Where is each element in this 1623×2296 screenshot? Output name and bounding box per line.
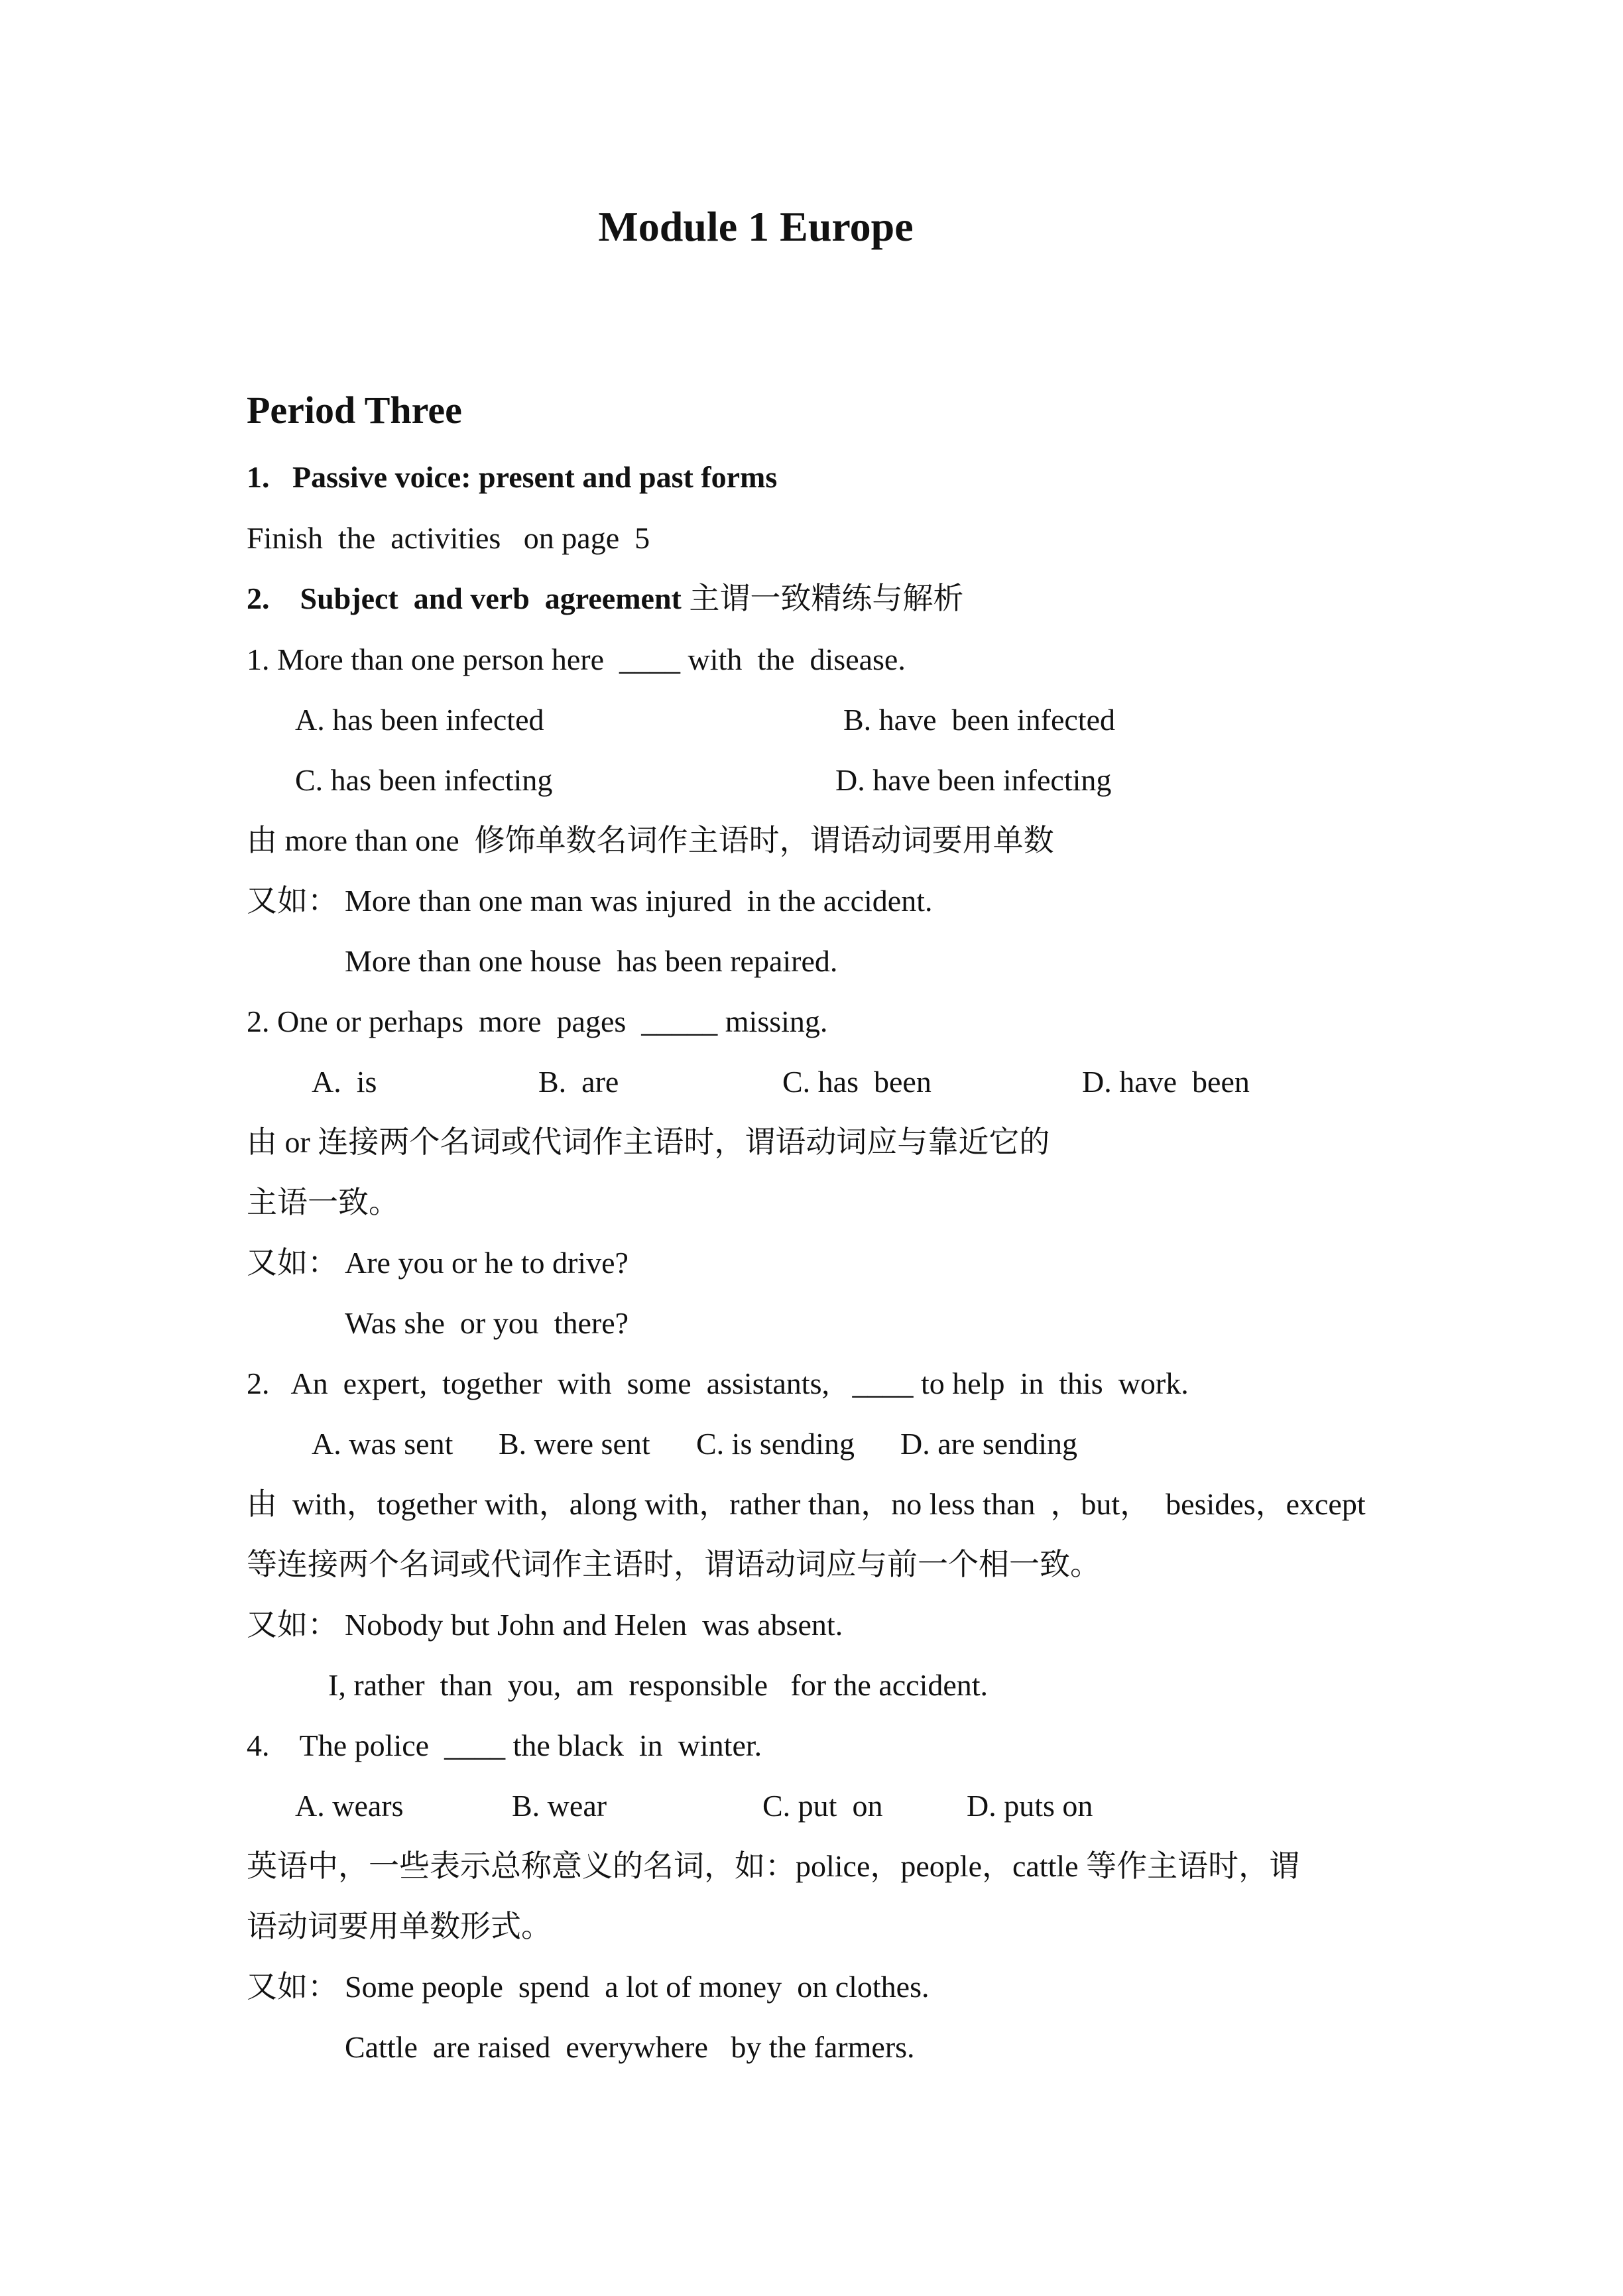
section2-title: Subject and verb agreement [300,581,682,615]
q1-rule: 由 more than one 修饰单数名词作主语时，谓语动词要用单数 [247,823,1054,857]
section1-heading [247,457,777,497]
q3-option-c: C. is sending [696,1427,855,1461]
q4-option-d: D. puts on [967,1789,1093,1823]
q1-example-1: More than one man was injured in the accident. [345,884,933,918]
q1-option-c: C. has been infecting [295,763,553,797]
q1-stem: 1. More than one person here ____ with the disease. [247,642,906,676]
q3-option-a: A. was sent [312,1427,453,1461]
q1-option-b: B. have been infected [843,703,1115,737]
q3-stem: 2. An expert, together with some assistants, ____ to help in this work. [247,1366,1189,1400]
q4-rule-1: 英语中，一些表示总称意义的名词，如：police，people，cattle 等作主语时，谓 [247,1849,1300,1883]
section1-instruction: Finish the activities on page 5 [247,521,650,555]
q2-rule-1: 由 or 连接两个名词或代词作主语时，谓语动词应与靠近它的 [247,1125,1050,1159]
q2-example-2: Was she or you there? [345,1306,629,1340]
q2-option-c: C. has been [782,1065,932,1099]
q2-stem: 2. One or perhaps more pages _____ missing. [247,1004,828,1038]
q2-example-1: Are you or he to drive? [345,1246,629,1280]
q3-example-2: I, rather than you, am responsible for the accident. [328,1668,989,1702]
q2-option-b: B. are [538,1065,619,1099]
section2-heading [247,579,963,619]
q4-example-label: 又如： [247,1970,338,2004]
q2-example-label: 又如： [247,1246,338,1280]
section1-number: 1. [247,460,270,494]
q3-rule-1: 由 with，together with，along with，rather than，no less than ，but， besides，except [247,1487,1366,1521]
q3-option-b: B. were sent [499,1427,650,1461]
q4-rule-2: 语动词要用单数形式。 [247,1909,552,1943]
q1-option-a: A. has been infected [295,703,544,737]
q1-option-d: D. have been infecting [835,763,1112,797]
q2-option-a: A. is [312,1065,377,1099]
q2-rule-2: 主语一致。 [247,1185,399,1219]
q3-option-d: D. are sending [900,1427,1077,1461]
q4-option-a: A. wears [295,1789,404,1823]
q1-example-label: 又如： [247,884,338,918]
q4-option-b: B. wear [512,1789,607,1823]
section2-title-cn: 主谓一致精练与解析 [689,581,964,615]
q3-example-label: 又如： [247,1608,338,1642]
q3-rule-2: 等连接两个名词或代词作主语时，谓语动词应与前一个相一致。 [247,1547,1101,1581]
q2-option-d: D. have been [1082,1065,1250,1099]
q4-example-1: Some people spend a lot of money on clothes. [345,1970,930,2004]
section2-number: 2. [247,581,270,615]
q1-example-2: More than one house has been repaired. [345,944,838,978]
period-heading: Period Three [247,389,462,432]
q3-example-1: Nobody but John and Helen was absent. [345,1608,843,1642]
q4-example-2: Cattle are raised everywhere by the farmers. [345,2030,915,2064]
section1-title: Passive voice: present and past forms [292,460,778,494]
q4-stem: 4. The police ____ the black in winter. [247,1728,762,1762]
q4-option-c: C. put on [762,1789,883,1823]
page-title: Module 1 Europe [598,203,914,250]
